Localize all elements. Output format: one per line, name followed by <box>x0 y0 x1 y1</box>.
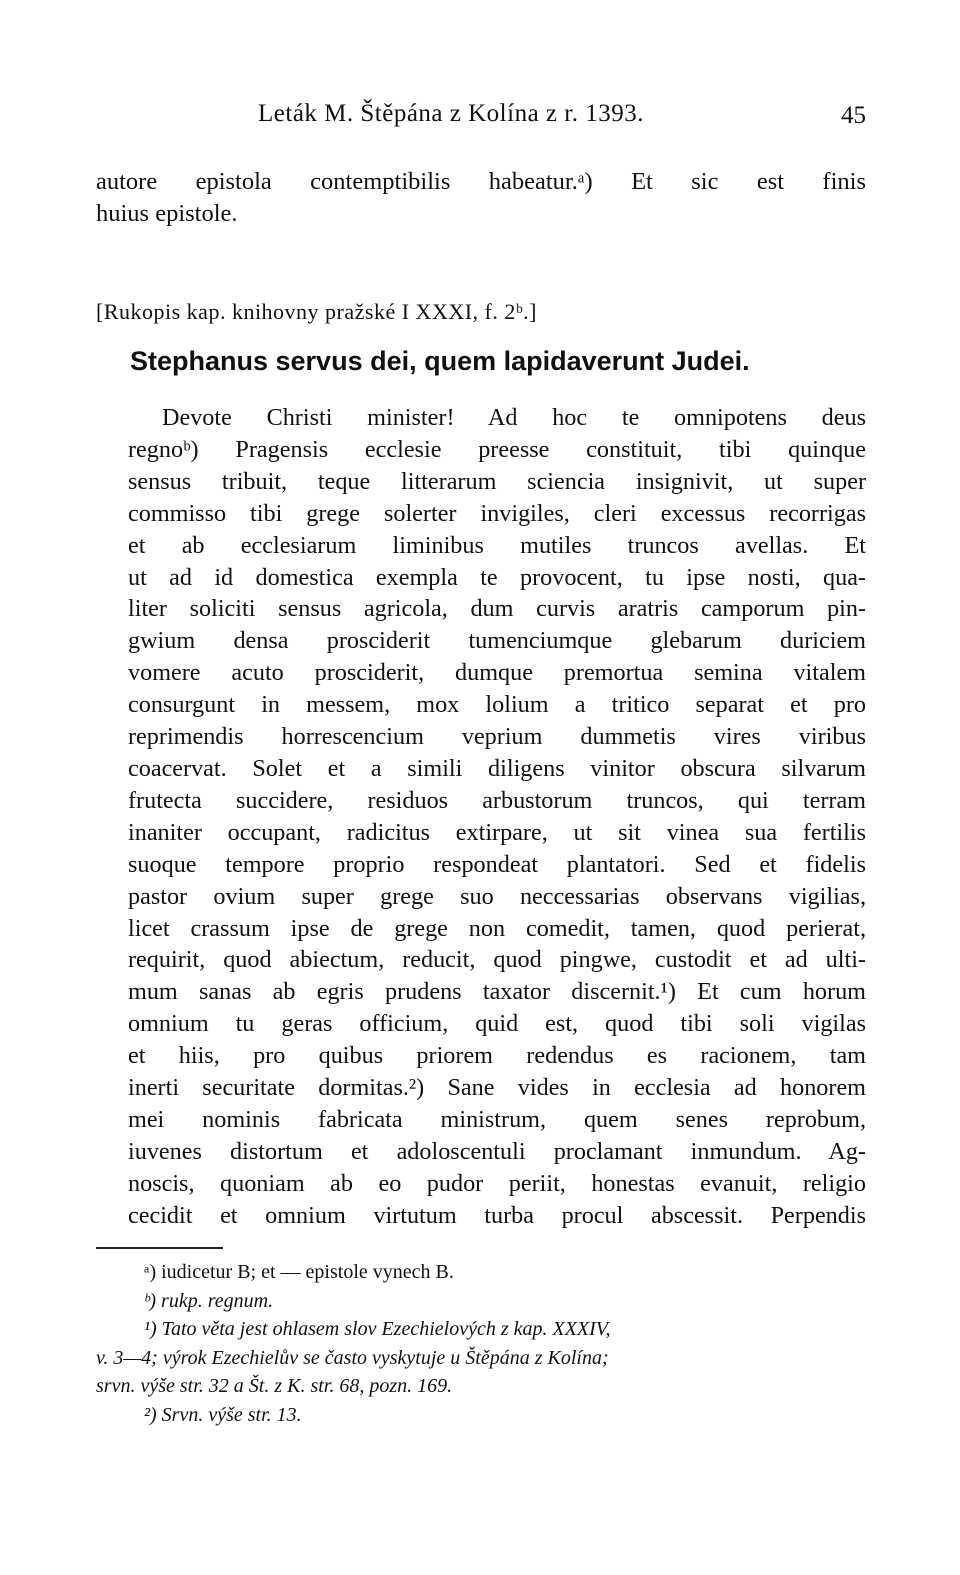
text-line: licet crassum ipse de grege non comedit, tamen, quod perierat, <box>128 914 866 942</box>
page-header <box>96 100 866 130</box>
body-text <box>96 402 866 1232</box>
text-line: inaniter occupant, radicitus extirpare, ut sit vinea sua fertilis <box>128 818 866 846</box>
running-title: Leták M. Štěpána z Kolína z r. 1393. <box>258 100 644 127</box>
text-line: frutecta succidere, residuos arbustorum truncos, qui terram <box>128 786 866 814</box>
text-line: commisso tibi grege solerter invigiles, cleri excessus recorrigas <box>128 499 866 527</box>
footnote-1: ¹) Tato věta jest ohlasem slov Ezechielových z kap. XXXIV, <box>144 1318 611 1340</box>
text-line: consurgunt in messem, mox lolium a tritico separat et pro <box>128 691 866 719</box>
text-line: suoque tempore proprio respondeat plantatori. Sed et fidelis <box>128 850 866 878</box>
page-number: 45 <box>841 102 866 129</box>
text-line: huius epistole. <box>96 200 238 227</box>
text-line: gwium densa prosciderit tumenciumque glebarum duriciem <box>128 627 866 655</box>
footnote-1-continued: v. 3—4; výrok Ezechielův se často vyskytuje u Štěpána z Kolína; <box>96 1346 609 1369</box>
text-line: cecidit et omnium virtutum turba procul abscessit. Perpendis <box>128 1201 866 1229</box>
footnote-1-continued: srvn. výše str. 32 a Št. z K. str. 68, pozn. 169. <box>96 1375 453 1397</box>
text-line: omnium tu geras officium, quid est, quod tibi soli vigilas <box>128 1010 866 1038</box>
text-line: vomere acuto prosciderit, dumque premortua semina vitalem <box>128 659 866 687</box>
text-line: regnoᵇ) Pragensis ecclesie preesse constituit, tibi quinque <box>128 435 866 463</box>
text-line: et ab ecclesiarum liminibus mutiles truncos avellas. Et <box>128 531 866 559</box>
section-heading: Stephanus servus dei, quem lapidaverunt Judei. <box>130 346 750 376</box>
text-line: liter soliciti sensus agricola, dum curvis aratris camporum pin- <box>128 595 866 623</box>
text-line: mei nominis fabricata ministrum, quem senes reprobum, <box>128 1105 866 1133</box>
footnote-divider <box>96 1247 223 1249</box>
text-line: mum sanas ab egris prudens taxator discernit.¹) Et cum horum <box>128 978 866 1006</box>
text-line: pastor ovium super grege suo neccessarias observans vigilias, <box>128 882 866 910</box>
text-line: coacervat. Solet et a simili diligens vinitor obscura silvarum <box>128 754 866 782</box>
text-line: requirit, quod abiectum, reducit, quod pingwe, custodit et ad ulti- <box>128 946 866 974</box>
footnote-a: ᵃ) iudicetur B; et — epistole vynech B. <box>144 1261 454 1283</box>
footnote-2: ²) Srvn. výše str. 13. <box>144 1403 302 1426</box>
text-line: sensus tribuit, teque litterarum sciencia insignivit, ut super <box>128 467 866 495</box>
text-line: Devote Christi minister! Ad hoc te omnipotens deus <box>162 404 866 431</box>
text-line: reprimendis horrescencium veprium dummetis vires viribus <box>128 723 866 751</box>
opening-paragraph <box>96 166 866 230</box>
text-line: iuvenes distortum et adoloscentuli proclamant inmundum. Ag- <box>128 1137 866 1165</box>
text-line: inerti securitate dormitas.²) Sane vides in ecclesia ad honorem <box>128 1074 866 1102</box>
source-reference: [Rukopis kap. knihovny pražské I XXXI, f. 2ᵇ.] <box>96 299 538 324</box>
footnotes <box>96 1258 866 1429</box>
text-line: noscis, quoniam ab eo pudor periit, honestas evanuit, religio <box>128 1169 866 1197</box>
text-line: ut ad id domestica exempla te provocent, tu ipse nosti, qua- <box>128 563 866 591</box>
footnote-b: ᵇ) rukp. regnum. <box>144 1289 274 1312</box>
text-line: et hiis, pro quibus priorem redendus es racionem, tam <box>128 1042 866 1070</box>
text-line: autore epistola contemptibilis habeatur.ᵃ) Et sic est finis <box>96 168 866 195</box>
